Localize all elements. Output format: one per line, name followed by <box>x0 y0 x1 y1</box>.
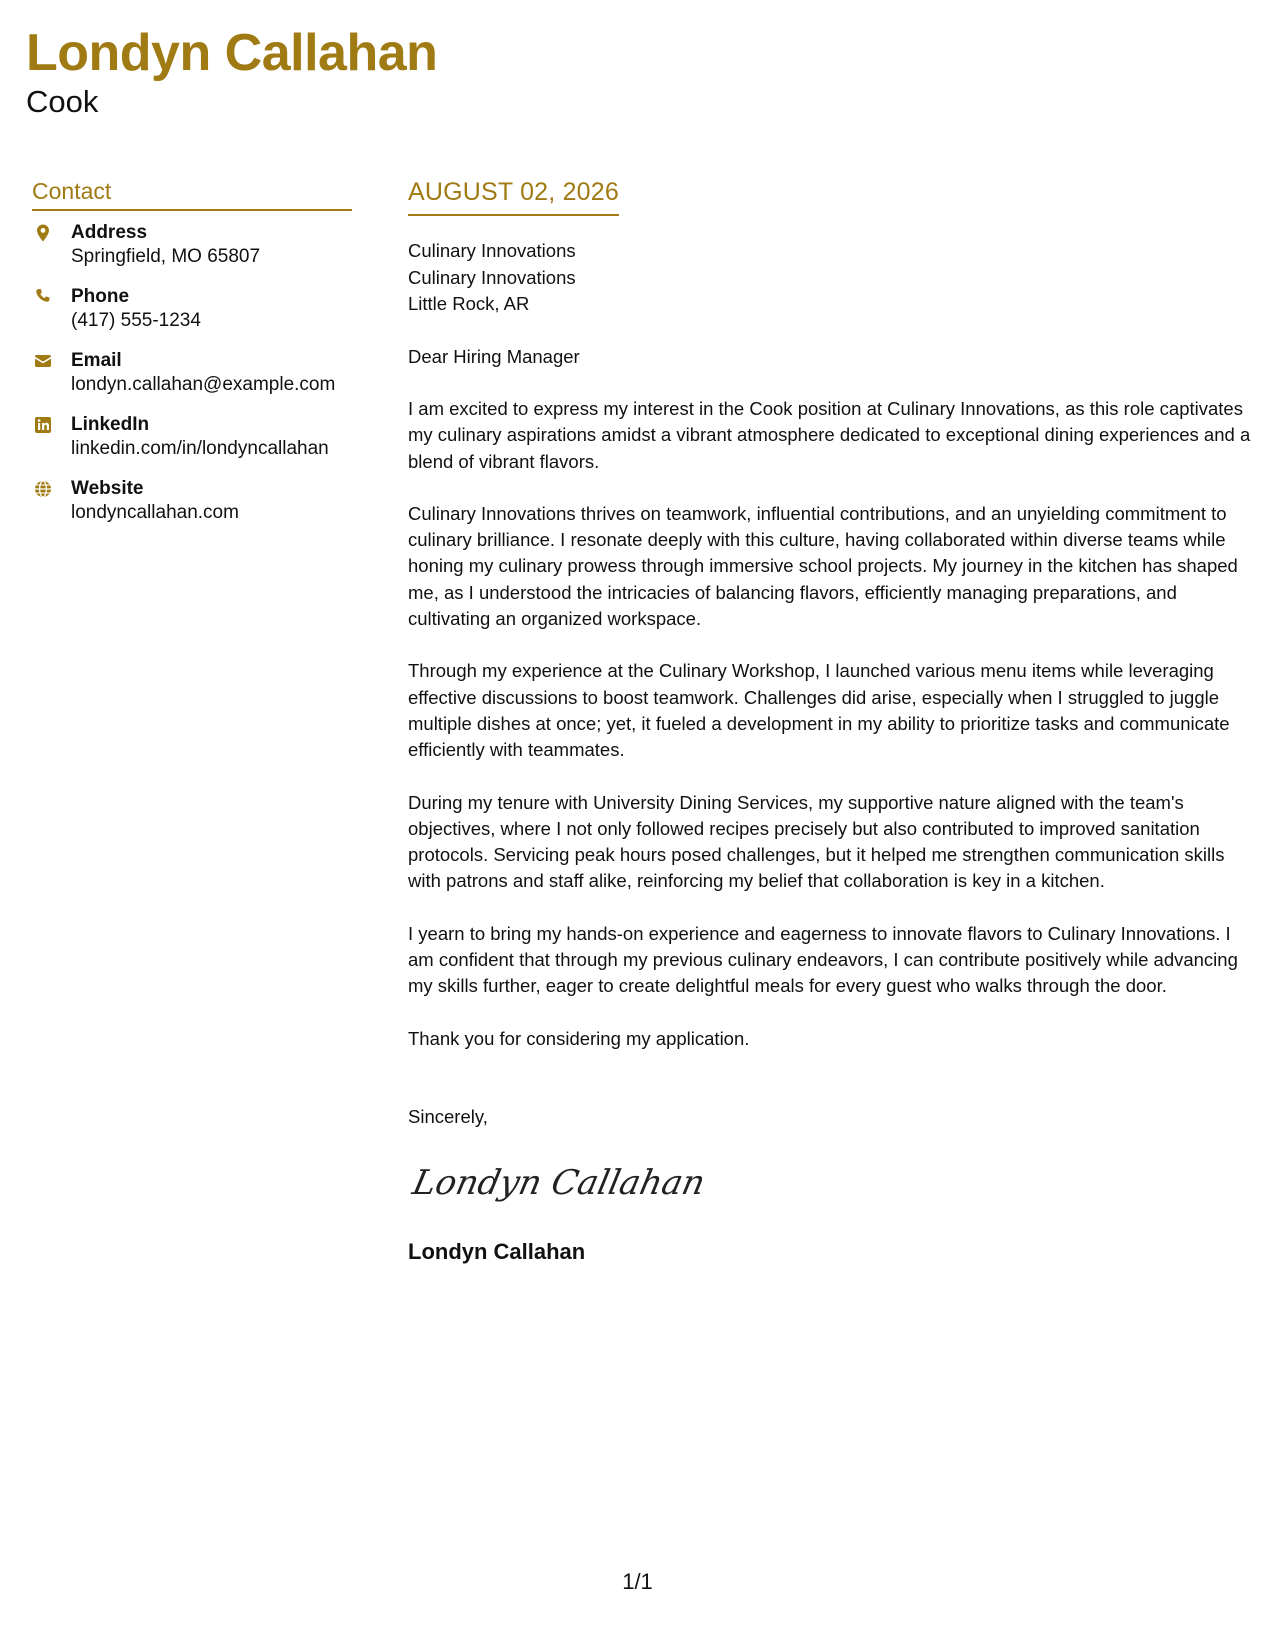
contact-item-email <box>32 349 352 397</box>
contact-value-phone: (417) 555-1234 <box>71 310 201 331</box>
signer-name: Londyn Callahan <box>408 1238 586 1264</box>
recipient-line: Culinary Innovations <box>408 266 576 288</box>
svg-text:Londyn Callahan: Londyn Callahan <box>409 1163 709 1203</box>
linkedin-icon <box>33 415 53 435</box>
letter-paragraph: Culinary Innovations thrives on teamwork, influential contributions, and an unyielding commitment to culinary brilliance. I resonate deeply with this culture, having collaborated within diverse teams while honing my culinary prowess through immersive school projects. My journey in the kitchen has shaped me, as I understood the intricacies of balancing flavors, efficiently managing preparations, and cultivating an organized workspace. <box>408 502 1238 630</box>
contact-value-address: Springfield, MO 65807 <box>71 246 261 267</box>
closing: Sincerely, <box>408 1105 488 1127</box>
contact-value-website[interactable]: londyncallahan.com <box>71 502 239 523</box>
job-title: Cook <box>26 84 99 119</box>
letter-paragraph: During my tenure with University Dining Services, my supportive nature aligned with the team's objectives, where I not only followed recipes precisely but also contributed to improved sanitation protocols. Servicing peak hours posed challenges, but it helped me strengthen communication skills with patrons and staff alike, reinforcing my belief that collaboration is key in a kitchen. <box>408 791 1225 892</box>
contact-label-linkedin: LinkedIn <box>71 414 150 435</box>
contact-value-linkedin[interactable]: linkedin.com/in/londyncallahan <box>71 438 329 459</box>
recipient-line: Culinary Innovations <box>408 240 576 261</box>
page-number: 1/1 <box>622 1569 653 1594</box>
recipient-block <box>408 238 1253 318</box>
letter-paragraph: I am excited to express my interest in the Cook position at Culinary Innovations, as this role captivates my culinary aspirations amidst a vibrant atmosphere dedicated to exceptional dining experiences and a blend of vibrant flavors. <box>408 398 1251 472</box>
letter-paragraph: Through my experience at the Culinary Workshop, I launched various menu items while leveraging effective discussions to boost teamwork. Challenges did arise, especially when I struggled to juggle multiple dishes at once; yet, it fueled a development in my ability to prioritize tasks and communicate efficiently with teammates. <box>408 660 1230 761</box>
contact-sidebar <box>32 176 352 541</box>
letter-body <box>408 176 1253 1266</box>
contact-list <box>32 221 352 525</box>
contact-label-website: Website <box>71 478 144 499</box>
letter-paragraph: Thank you for considering my application. <box>408 1027 750 1049</box>
globe-icon <box>33 479 53 499</box>
recipient-line: Little Rock, AR <box>408 293 530 314</box>
letter-paragraph: I yearn to bring my hands-on experience and eagerness to innovate flavors to Culinary Innovations. I am confident that through my previous culinary endeavors, I can contribute positively while advancing my skills further, eager to create delightful meals for every guest who walks through the door. <box>408 922 1238 997</box>
contact-label-email: Email <box>71 350 122 371</box>
contact-label-phone: Phone <box>71 286 130 307</box>
contact-item-website <box>32 477 352 525</box>
map-pin-icon <box>33 223 53 243</box>
contact-label-address: Address <box>71 222 148 243</box>
applicant-name: Londyn Callahan <box>26 24 438 82</box>
letter-date: AUGUST 02, 2026 <box>408 176 619 216</box>
phone-icon <box>33 287 53 307</box>
header <box>26 22 437 120</box>
contact-item-address <box>32 221 352 269</box>
contact-value-email[interactable]: londyn.callahan@example.com <box>71 374 336 395</box>
salutation: Dear Hiring Manager <box>408 345 580 367</box>
contact-item-phone <box>32 285 352 333</box>
handwritten-signature <box>408 1152 1253 1212</box>
contact-item-linkedin <box>32 413 352 461</box>
contact-heading: Contact <box>32 176 352 211</box>
envelope-icon <box>33 351 53 371</box>
